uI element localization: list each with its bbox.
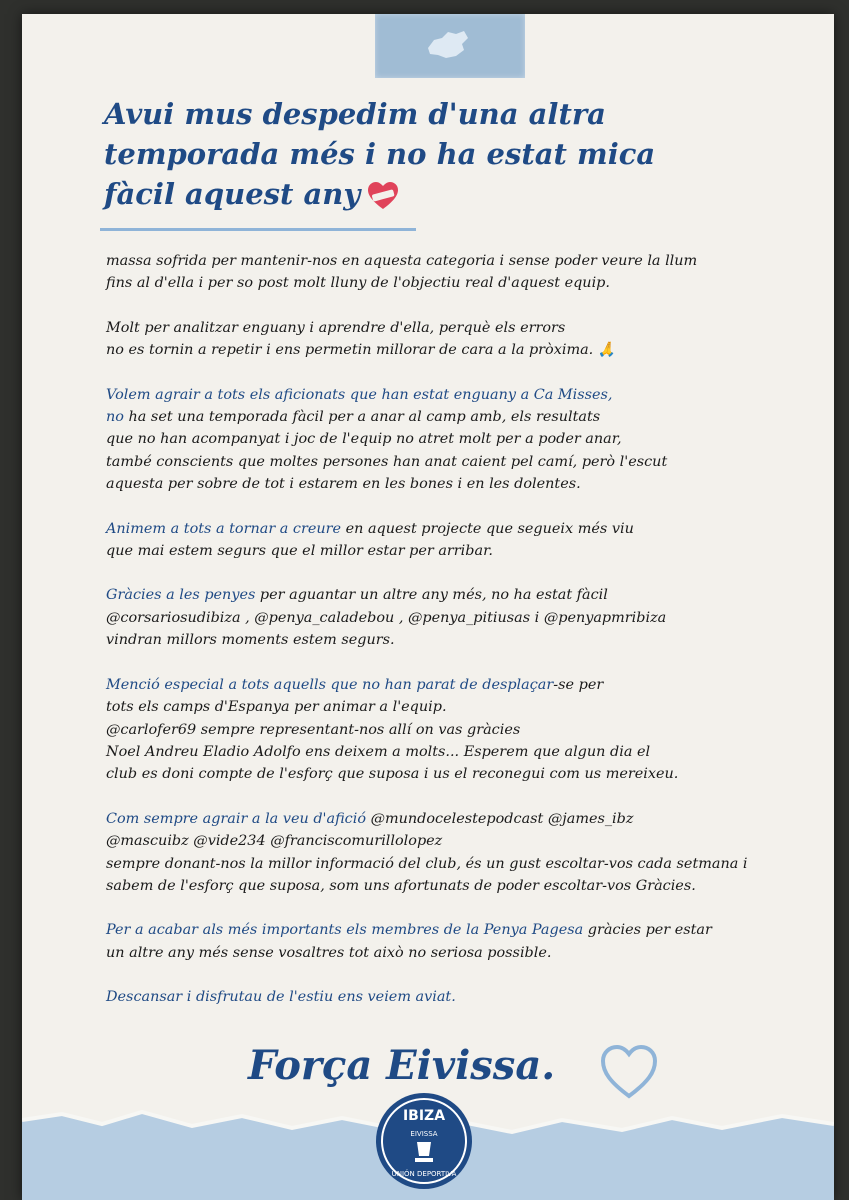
text-line bbox=[106, 674, 786, 696]
crest-middle-text: EIVISSA bbox=[410, 1130, 438, 1138]
body-text: sabem de l'esforç que suposa, som uns afortunats de poder escoltar-vos Gràcies. bbox=[106, 877, 696, 894]
body-text: club es doni compte de l'esforç que suposa i us el reconegui com us mereixeu. bbox=[106, 766, 679, 783]
text-line bbox=[106, 272, 786, 294]
letter-body bbox=[106, 250, 786, 1031]
body-text: un altre any més sense vosaltres tot això no seriosa possible. bbox=[106, 944, 552, 961]
letter-paragraph bbox=[106, 518, 786, 563]
body-text: -se per bbox=[553, 676, 604, 693]
letter-paragraph bbox=[106, 384, 786, 496]
letter-paragraph bbox=[106, 919, 786, 964]
title-underline bbox=[100, 228, 416, 231]
letter-paragraph bbox=[106, 250, 786, 295]
highlight-text: Descansar i disfrutau de l'estiu ens veiem aviat. bbox=[106, 989, 456, 1006]
text-line bbox=[106, 607, 786, 629]
body-text: que mai estem segurs que el millor estar per arribar. bbox=[106, 543, 493, 560]
body-text: en aquest projecte que segueix més viu bbox=[341, 520, 634, 537]
letter-paper bbox=[22, 14, 834, 1200]
highlight-text: no bbox=[106, 409, 124, 426]
text-line bbox=[106, 942, 786, 964]
body-text: gràcies per estar bbox=[583, 922, 712, 939]
letter-paragraph bbox=[106, 674, 786, 786]
crest-bottom-text: UNIÓN DEPORTIVA bbox=[391, 1170, 457, 1178]
heart-bandage-icon bbox=[366, 181, 400, 211]
text-line bbox=[106, 250, 786, 272]
body-text: ha set una temporada fàcil per a anar al camp amb, els resultats bbox=[123, 409, 601, 426]
highlight-text: Animem a tots a tornar a creure bbox=[106, 520, 342, 537]
ibiza-island-icon bbox=[424, 28, 470, 62]
text-line bbox=[106, 696, 786, 718]
title-line: fàcil aquest any bbox=[104, 174, 664, 214]
text-line bbox=[106, 808, 786, 830]
body-text: fins al d'ella i per so post molt lluny de l'objectiu real d'aquest equip. bbox=[106, 275, 610, 292]
text-line bbox=[106, 986, 786, 1008]
text-line bbox=[106, 763, 786, 785]
body-text: @carlofer69 sempre representant-nos allí on vas gràcies bbox=[106, 721, 521, 738]
text-line bbox=[106, 384, 786, 406]
letter-paragraph bbox=[106, 584, 786, 651]
body-text: @corsariosudibiza , @penya_caladebou , @penya_pitiusas i @penyapmribiza bbox=[106, 609, 667, 626]
text-line bbox=[106, 830, 786, 852]
text-line bbox=[106, 518, 786, 540]
text-line bbox=[106, 719, 786, 741]
text-line bbox=[106, 853, 786, 875]
letter-paragraph bbox=[106, 317, 786, 362]
ud-ibiza-crest-logo bbox=[373, 1090, 475, 1192]
text-line bbox=[106, 629, 786, 651]
highlight-text: Menció especial a tots aquells que no han parat de desplaçar bbox=[106, 676, 554, 693]
title-line: temporada més i no ha estat mica bbox=[104, 137, 656, 171]
text-line bbox=[106, 741, 786, 763]
highlight-text: Volem agrair a tots els aficionats que han estat enguany a Ca Misses, bbox=[106, 386, 613, 403]
highlight-text: Gràcies a les penyes bbox=[106, 587, 256, 604]
body-text: Molt per analitzar enguany i aprendre d'ella, perquè els errors bbox=[106, 319, 566, 336]
body-text: vindran millors moments estem segurs. bbox=[106, 632, 395, 649]
body-text: no es tornin a repetir i ens permetin millorar de cara a la pròxima. 🙏 bbox=[106, 342, 616, 359]
text-line bbox=[106, 875, 786, 897]
body-text: @mundocelestepodcast @james_ibz bbox=[366, 810, 634, 827]
text-line bbox=[106, 317, 786, 339]
title-line: Avui mus despedim d'una altra bbox=[104, 97, 606, 131]
text-line bbox=[106, 339, 786, 361]
text-line bbox=[106, 584, 786, 606]
text-line bbox=[106, 540, 786, 562]
highlight-text: Per a acabar als més importants els membres de la Penya Pagesa bbox=[106, 922, 584, 939]
body-text: tots els camps d'Espanya per animar a l'equip. bbox=[106, 699, 447, 716]
text-line bbox=[106, 473, 786, 495]
letter-paragraph bbox=[106, 986, 786, 1008]
body-text: Noel Andreu Eladio Adolfo ens deixem a molts... Esperem que algun dia el bbox=[106, 743, 651, 760]
body-text: sempre donant-nos la millor informació del club, és un gust escoltar-vos cada setmana i bbox=[106, 855, 748, 872]
crest-top-text: IBIZA bbox=[402, 1108, 446, 1124]
body-text: aquesta per sobre de tot i estarem en les bones i en les dolentes. bbox=[106, 476, 581, 493]
body-text: que no han acompanyat i joc de l'equip no atret molt per a poder anar, bbox=[106, 431, 622, 448]
body-text: massa sofrida per mantenir-nos en aquesta categoria i sense poder veure la llum bbox=[106, 253, 698, 269]
text-line bbox=[106, 406, 786, 428]
closing-signoff: Força Eivissa. bbox=[248, 1042, 556, 1089]
text-line bbox=[106, 919, 786, 941]
body-text: per aguantar un altre any més, no ha estat fàcil bbox=[255, 587, 608, 604]
letter-title bbox=[104, 94, 664, 214]
letter-paragraph bbox=[106, 808, 786, 898]
text-line bbox=[106, 451, 786, 473]
body-text: també conscients que moltes persones han anat caient pel camí, però l'escut bbox=[106, 453, 668, 470]
highlight-text: Com sempre agrair a la veu d'afició bbox=[106, 810, 367, 827]
text-line bbox=[106, 428, 786, 450]
body-text: @mascuibz @vide234 @franciscomurillolopez bbox=[106, 833, 443, 850]
